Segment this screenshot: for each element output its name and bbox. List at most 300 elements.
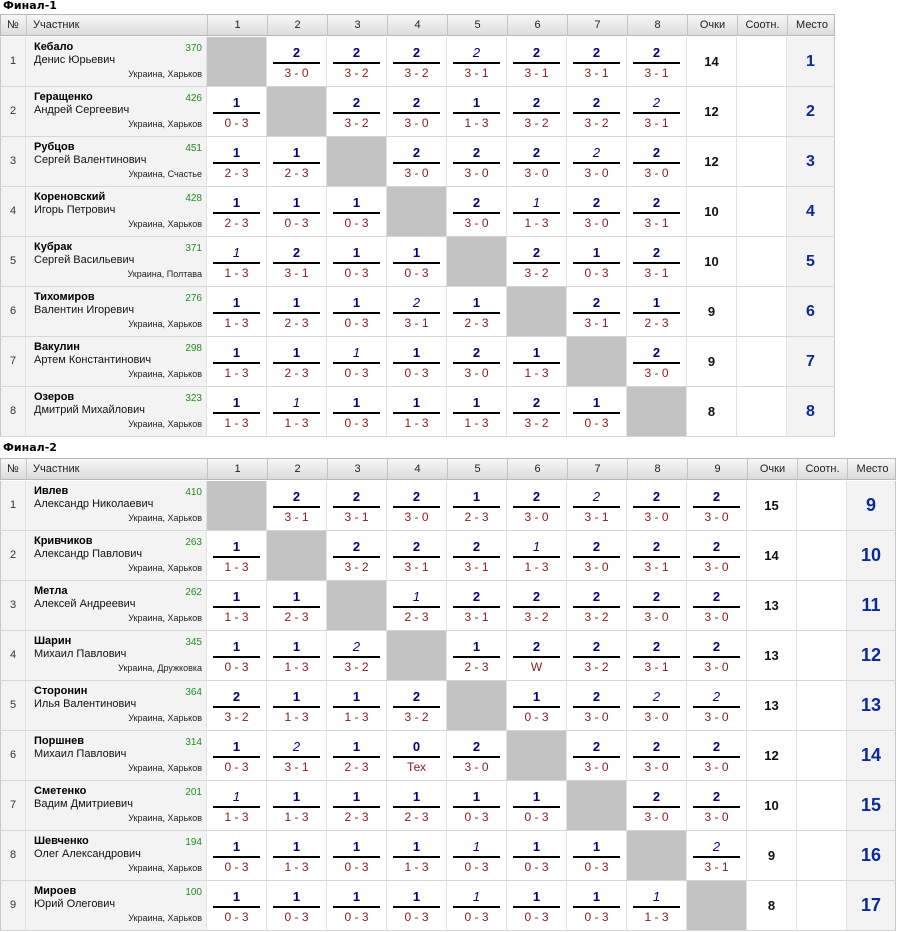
match-score: 1 - 3 (284, 860, 309, 874)
match-result-cell[interactable] (266, 137, 326, 186)
match-points: 2 (592, 489, 601, 504)
match-result-cell[interactable] (386, 731, 446, 780)
match-result-cell[interactable] (506, 481, 566, 530)
total-points: 10 (686, 237, 736, 286)
match-score: 1 - 3 (224, 366, 249, 380)
table-row[interactable] (0, 881, 896, 931)
match-result-cell[interactable] (326, 187, 386, 236)
match-result-cell[interactable] (206, 287, 266, 336)
match-score: 0 - 3 (584, 266, 609, 280)
self-match-cell (566, 781, 626, 830)
match-result-cell[interactable] (686, 681, 746, 730)
header-opponent-6[interactable]: 6 (507, 459, 567, 479)
match-result-cell[interactable] (506, 681, 566, 730)
header-opponent-5[interactable]: 5 (447, 459, 507, 479)
participant-cell[interactable] (25, 137, 206, 186)
match-result-cell[interactable] (386, 137, 446, 186)
match-result-cell[interactable] (566, 681, 626, 730)
participant-cell[interactable] (25, 337, 206, 386)
self-match-cell (206, 37, 266, 86)
match-result-cell[interactable] (386, 881, 446, 930)
match-result-cell[interactable] (386, 237, 446, 286)
ratio-cell (796, 781, 846, 830)
participant-cell[interactable] (25, 781, 206, 830)
match-score: 3 - 1 (284, 510, 309, 524)
table-row[interactable] (0, 731, 896, 781)
result-divider (633, 556, 680, 558)
participant-rating: 323 (185, 393, 202, 404)
final-place: 5 (786, 237, 835, 286)
row-number: 4 (0, 631, 25, 680)
table-row[interactable] (0, 631, 896, 681)
match-score: 3 - 2 (524, 610, 549, 624)
match-result-cell[interactable] (506, 237, 566, 286)
match-result-cell[interactable] (566, 731, 626, 780)
result-divider (633, 606, 680, 608)
match-result-cell[interactable] (266, 481, 326, 530)
match-result-cell[interactable] (446, 387, 506, 436)
participant-cell[interactable] (25, 831, 206, 880)
header-opponent-3[interactable]: 3 (327, 459, 387, 479)
self-match-cell (626, 387, 686, 436)
match-result-cell[interactable] (506, 337, 566, 386)
match-points: 1 (232, 395, 241, 410)
match-result-cell[interactable] (446, 581, 506, 630)
match-points: 2 (592, 589, 601, 604)
match-points: 2 (292, 739, 301, 754)
row-number: 8 (0, 387, 25, 436)
match-result-cell[interactable] (446, 37, 506, 86)
match-result-cell[interactable] (206, 681, 266, 730)
table-row[interactable] (0, 387, 835, 437)
match-result-cell[interactable] (386, 87, 446, 136)
participant-rating: 364 (185, 687, 202, 698)
match-result-cell[interactable] (566, 581, 626, 630)
match-score: 3 - 2 (524, 416, 549, 430)
match-result-cell[interactable] (626, 337, 686, 386)
header-points[interactable]: Очки (747, 459, 797, 479)
header-opponent-4[interactable]: 4 (387, 15, 447, 35)
match-result-cell[interactable] (566, 831, 626, 880)
match-result-cell[interactable] (386, 781, 446, 830)
match-points: 1 (232, 195, 241, 210)
match-result-cell[interactable] (206, 237, 266, 286)
participant-cell[interactable] (25, 87, 206, 136)
participant-surname[interactable]: Озеров (34, 391, 75, 403)
match-result-cell[interactable] (206, 731, 266, 780)
match-score: 1 - 3 (224, 560, 249, 574)
result-divider (393, 806, 440, 808)
match-result-cell[interactable] (206, 137, 266, 186)
match-result-cell[interactable] (506, 187, 566, 236)
header-opponent-8[interactable]: 8 (627, 459, 687, 479)
match-result-cell[interactable] (566, 387, 626, 436)
match-score: 1 - 3 (524, 560, 549, 574)
result-divider (393, 162, 440, 164)
match-result-cell[interactable] (326, 781, 386, 830)
match-result-cell[interactable] (446, 287, 506, 336)
match-result-cell[interactable] (206, 387, 266, 436)
match-score: 3 - 0 (464, 366, 489, 380)
match-result-cell[interactable] (686, 731, 746, 780)
match-result-cell[interactable] (386, 387, 446, 436)
participant-surname[interactable]: Сметенко (34, 785, 87, 797)
participant-cell[interactable] (25, 731, 206, 780)
result-divider (573, 856, 620, 858)
participant-city: Украина, Харьков (128, 369, 202, 379)
match-result-cell[interactable] (326, 87, 386, 136)
match-result-cell[interactable] (326, 481, 386, 530)
result-divider (333, 62, 380, 64)
match-result-cell[interactable] (266, 581, 326, 630)
match-result-cell[interactable] (566, 287, 626, 336)
match-score: 3 - 0 (584, 760, 609, 774)
match-points: 1 (232, 295, 241, 310)
match-points: 2 (412, 145, 421, 160)
match-points: 2 (652, 589, 661, 604)
match-result-cell[interactable] (446, 731, 506, 780)
match-result-cell[interactable] (626, 287, 686, 336)
match-result-cell[interactable] (446, 87, 506, 136)
match-result-cell[interactable] (326, 337, 386, 386)
match-points: 2 (652, 739, 661, 754)
match-result-cell[interactable] (626, 481, 686, 530)
match-result-cell[interactable] (266, 37, 326, 86)
header-participant[interactable]: Участник (26, 459, 207, 479)
match-result-cell[interactable] (326, 881, 386, 930)
table-row[interactable] (0, 481, 896, 531)
table-row[interactable] (0, 37, 835, 87)
header-num[interactable]: № (7, 463, 19, 475)
participant-cell[interactable] (25, 631, 206, 680)
header-num[interactable]: № (7, 19, 19, 31)
participant-cell[interactable] (25, 581, 206, 630)
result-divider (633, 262, 680, 264)
match-result-cell[interactable] (686, 631, 746, 680)
match-result-cell[interactable] (506, 581, 566, 630)
header-opponent-7[interactable]: 7 (567, 15, 627, 35)
match-points: 1 (592, 889, 601, 904)
match-result-cell[interactable] (326, 531, 386, 580)
match-result-cell[interactable] (326, 387, 386, 436)
participant-cell[interactable] (25, 187, 206, 236)
match-result-cell[interactable] (626, 881, 686, 930)
match-result-cell[interactable] (626, 781, 686, 830)
result-divider (513, 856, 560, 858)
header-ratio[interactable]: Соотн. (737, 15, 787, 35)
match-result-cell[interactable] (386, 287, 446, 336)
header-opponent-1[interactable]: 1 (207, 15, 267, 35)
match-score: 3 - 0 (584, 710, 609, 724)
self-match-cell (626, 831, 686, 880)
match-result-cell[interactable] (626, 531, 686, 580)
header-opponent-1[interactable]: 1 (207, 459, 267, 479)
match-result-cell[interactable] (506, 631, 566, 680)
match-points: 1 (532, 789, 541, 804)
participant-cell[interactable] (25, 881, 206, 930)
row-number: 7 (0, 781, 25, 830)
total-points: 12 (746, 731, 796, 780)
participant-surname[interactable]: Рубцов (34, 141, 75, 153)
match-points: 1 (292, 889, 301, 904)
row-number: 3 (0, 581, 25, 630)
match-score: 3 - 1 (344, 510, 369, 524)
match-result-cell[interactable] (266, 631, 326, 680)
result-divider (213, 412, 260, 414)
match-score: 0 - 3 (464, 860, 489, 874)
header-opponent-7[interactable]: 7 (567, 459, 627, 479)
match-result-cell[interactable] (266, 831, 326, 880)
table-row[interactable] (0, 137, 835, 187)
participant-cell[interactable] (25, 481, 206, 530)
result-divider (453, 606, 500, 608)
match-score: 0 - 3 (224, 660, 249, 674)
result-divider (573, 756, 620, 758)
match-points: 1 (472, 489, 481, 504)
match-points: 1 (352, 839, 361, 854)
match-result-cell[interactable] (266, 731, 326, 780)
match-result-cell[interactable] (386, 337, 446, 386)
match-result-cell[interactable] (506, 531, 566, 580)
match-result-cell[interactable] (206, 87, 266, 136)
header-opponent-3[interactable]: 3 (327, 15, 387, 35)
match-result-cell[interactable] (206, 187, 266, 236)
match-result-cell[interactable] (266, 781, 326, 830)
participant-surname[interactable]: Кривчиков (34, 535, 93, 547)
match-result-cell[interactable] (506, 831, 566, 880)
match-points: 2 (592, 539, 601, 554)
match-points: 1 (472, 95, 481, 110)
result-divider (513, 112, 560, 114)
match-result-cell[interactable] (386, 581, 446, 630)
table-row[interactable] (0, 237, 835, 287)
match-result-cell[interactable] (626, 581, 686, 630)
match-result-cell[interactable] (506, 37, 566, 86)
match-result-cell[interactable] (206, 881, 266, 930)
participant-name: Александр Павлович (34, 548, 143, 560)
match-result-cell[interactable] (506, 387, 566, 436)
result-divider (213, 856, 260, 858)
header-points[interactable]: Очки (687, 15, 737, 35)
participant-surname[interactable]: Кубрак (34, 241, 72, 253)
table-row[interactable] (0, 581, 896, 631)
match-points: 1 (412, 789, 421, 804)
match-result-cell[interactable] (566, 481, 626, 530)
header-opponent-2[interactable]: 2 (267, 15, 327, 35)
match-result-cell[interactable] (686, 831, 746, 880)
header-place[interactable]: Место (847, 459, 897, 479)
result-divider (333, 756, 380, 758)
match-result-cell[interactable] (386, 37, 446, 86)
result-divider (453, 362, 500, 364)
participant-surname[interactable]: Геращенко (34, 91, 93, 103)
match-score: 0 - 3 (224, 860, 249, 874)
match-result-cell[interactable] (206, 831, 266, 880)
participant-surname[interactable]: Тихомиров (34, 291, 95, 303)
result-divider (513, 656, 560, 658)
match-points: 1 (232, 889, 241, 904)
match-result-cell[interactable] (686, 781, 746, 830)
match-result-cell[interactable] (206, 781, 266, 830)
match-result-cell[interactable] (626, 681, 686, 730)
match-result-cell[interactable] (506, 137, 566, 186)
participant-name: Валентин Игоревич (34, 304, 135, 316)
header-ratio[interactable]: Соотн. (797, 459, 847, 479)
participant-rating: 451 (185, 143, 202, 154)
header-opponent-5[interactable]: 5 (447, 15, 507, 35)
participant-cell[interactable] (25, 37, 206, 86)
match-result-cell[interactable] (446, 481, 506, 530)
participant-name: Михаил Павлович (34, 748, 127, 760)
match-result-cell[interactable] (626, 237, 686, 286)
row-number: 6 (0, 287, 25, 336)
match-score: 0 - 3 (344, 216, 369, 230)
match-result-cell[interactable] (626, 631, 686, 680)
header-opponent-9[interactable]: 9 (687, 459, 747, 479)
match-score: 3 - 2 (344, 660, 369, 674)
match-result-cell[interactable] (266, 237, 326, 286)
match-score: Тех (406, 760, 427, 774)
match-result-cell[interactable] (326, 631, 386, 680)
match-result-cell[interactable] (446, 831, 506, 880)
header-opponent-2[interactable]: 2 (267, 459, 327, 479)
participant-surname[interactable]: Сторонин (34, 685, 88, 697)
match-result-cell[interactable] (266, 287, 326, 336)
participant-surname[interactable]: Кореновский (34, 191, 106, 203)
match-result-cell[interactable] (446, 631, 506, 680)
match-result-cell[interactable] (386, 831, 446, 880)
match-score: 3 - 1 (524, 66, 549, 80)
match-result-cell[interactable] (386, 531, 446, 580)
match-result-cell[interactable] (566, 631, 626, 680)
match-result-cell[interactable] (266, 337, 326, 386)
match-result-cell[interactable] (326, 831, 386, 880)
match-result-cell[interactable] (566, 37, 626, 86)
match-result-cell[interactable] (566, 187, 626, 236)
match-result-cell[interactable] (266, 881, 326, 930)
participant-cell[interactable] (25, 237, 206, 286)
match-result-cell[interactable] (446, 781, 506, 830)
participant-cell[interactable] (25, 287, 206, 336)
match-result-cell[interactable] (566, 87, 626, 136)
match-result-cell[interactable] (266, 387, 326, 436)
match-result-cell[interactable] (326, 237, 386, 286)
result-divider (633, 906, 680, 908)
match-score: 3 - 0 (584, 166, 609, 180)
match-result-cell[interactable] (446, 531, 506, 580)
match-points: 1 (532, 839, 541, 854)
participant-cell[interactable] (25, 531, 206, 580)
match-result-cell[interactable] (206, 531, 266, 580)
row-number: 2 (0, 87, 25, 136)
participant-rating: 410 (185, 487, 202, 498)
participant-surname[interactable]: Шевченко (34, 835, 89, 847)
match-result-cell[interactable] (686, 531, 746, 580)
match-result-cell[interactable] (566, 881, 626, 930)
participant-surname[interactable]: Шарин (34, 635, 72, 647)
match-result-cell[interactable] (626, 87, 686, 136)
participant-surname[interactable]: Метла (34, 585, 68, 597)
table-row[interactable] (0, 87, 835, 137)
match-result-cell[interactable] (686, 481, 746, 530)
ratio-cell (736, 37, 786, 86)
match-result-cell[interactable] (626, 731, 686, 780)
header-place[interactable]: Место (787, 15, 836, 35)
match-result-cell[interactable] (506, 781, 566, 830)
participant-surname[interactable]: Ивлев (34, 485, 69, 497)
match-points: 1 (412, 245, 421, 260)
match-result-cell[interactable] (446, 137, 506, 186)
match-result-cell[interactable] (266, 187, 326, 236)
result-divider (333, 706, 380, 708)
match-points: 1 (532, 539, 541, 554)
match-result-cell[interactable] (266, 681, 326, 730)
match-result-cell[interactable] (506, 881, 566, 930)
participant-name: Илья Валентинович (34, 698, 137, 710)
match-result-cell[interactable] (446, 337, 506, 386)
match-points: 1 (352, 195, 361, 210)
header-opponent-6[interactable]: 6 (507, 15, 567, 35)
participant-surname[interactable]: Вакулин (34, 341, 80, 353)
table-row[interactable] (0, 681, 896, 731)
table-row[interactable] (0, 781, 896, 831)
participant-surname[interactable]: Мироев (34, 885, 77, 897)
table-row[interactable] (0, 337, 835, 387)
match-result-cell[interactable] (626, 137, 686, 186)
table-row[interactable] (0, 287, 835, 337)
match-score: 1 - 3 (224, 266, 249, 280)
match-result-cell[interactable] (326, 731, 386, 780)
match-points: 1 (352, 689, 361, 704)
match-result-cell[interactable] (386, 481, 446, 530)
match-result-cell[interactable] (626, 37, 686, 86)
match-result-cell[interactable] (506, 87, 566, 136)
match-score: 3 - 1 (644, 560, 669, 574)
table-row[interactable] (0, 531, 896, 581)
match-result-cell[interactable] (206, 337, 266, 386)
result-divider (213, 112, 260, 114)
match-result-cell[interactable] (386, 681, 446, 730)
header-opponent-4[interactable]: 4 (387, 459, 447, 479)
header-opponent-8[interactable]: 8 (627, 15, 687, 35)
match-result-cell[interactable] (566, 137, 626, 186)
participant-name: Михаил Павлович (34, 648, 127, 660)
match-result-cell[interactable] (446, 187, 506, 236)
match-result-cell[interactable] (626, 187, 686, 236)
match-points: 2 (472, 45, 481, 60)
participant-cell[interactable] (25, 387, 206, 436)
match-score: 3 - 2 (344, 560, 369, 574)
match-result-cell[interactable] (446, 881, 506, 930)
participant-surname[interactable]: Поршнев (34, 735, 85, 747)
table-row[interactable] (0, 831, 896, 881)
match-score: 3 - 1 (404, 316, 429, 330)
match-result-cell[interactable] (686, 581, 746, 630)
participant-cell[interactable] (25, 681, 206, 730)
match-result-cell[interactable] (326, 287, 386, 336)
match-result-cell[interactable] (326, 37, 386, 86)
match-result-cell[interactable] (566, 531, 626, 580)
header-participant[interactable]: Участник (26, 15, 207, 35)
match-result-cell[interactable] (326, 681, 386, 730)
table-row[interactable] (0, 187, 835, 237)
result-divider (573, 262, 620, 264)
match-result-cell[interactable] (566, 237, 626, 286)
match-result-cell[interactable] (206, 631, 266, 680)
match-points: 2 (712, 539, 721, 554)
match-result-cell[interactable] (206, 581, 266, 630)
participant-surname[interactable]: Кебало (34, 41, 74, 53)
